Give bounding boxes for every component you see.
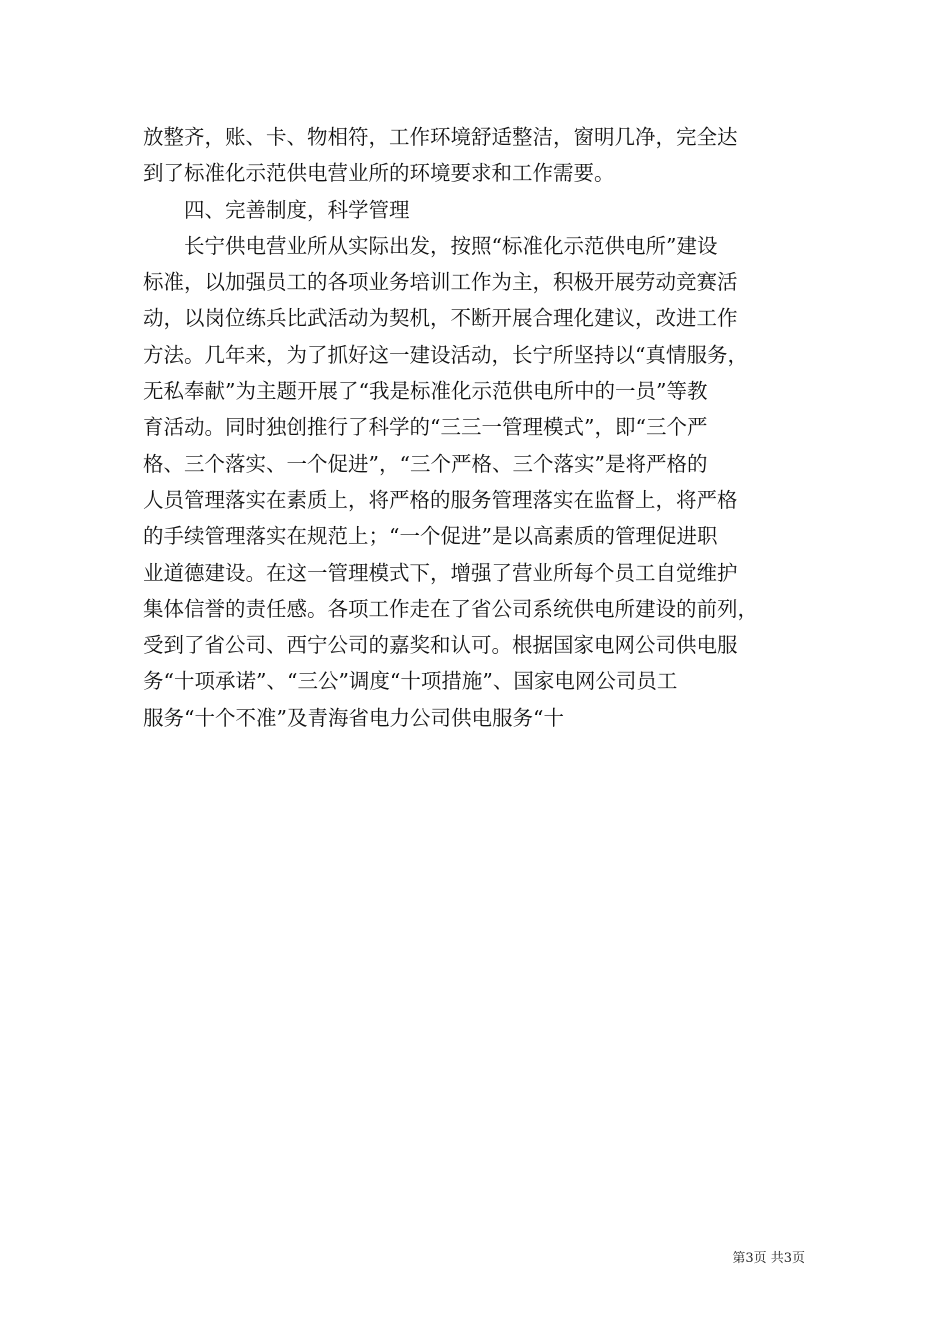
text-line-9: 育活动。同时独创推行了科学的“三三一管理模式”，即“三个严 [143, 415, 708, 440]
text-line-7: 方法。几年来，为了抓好这一建设活动，长宁所坚持以“真情服务， [143, 342, 748, 367]
text-line-16: 务“十项承诺”、“三公”调度“十项措施”、国家电网公司员工 [143, 669, 678, 694]
page-number-footer: 第3页 共3页 [732, 1251, 805, 1266]
text-line-2: 到了标准化示范供电营业所的环境要求和工作需要。 [143, 161, 615, 186]
text-line-8: 无私奉献”为主题开展了“我是标准化示范供电所中的一员”等教 [143, 379, 708, 404]
text-line-12: 的手续管理落实在规范上；“一个促进”是以高素质的管理促进职 [143, 524, 718, 549]
text-line-5: 标准，以加强员工的各项业务培训工作为主，积极开展劳动竞赛活 [143, 270, 738, 295]
text-line-1: 放整齐，账、卡、物相符，工作环境舒适整洁，窗明几净，完全达 [143, 125, 738, 149]
paragraph-first-line: 长宁供电营业所从实际出发，按照“标准化示范供电所”建设 [184, 233, 718, 258]
text-line-6: 动，以岗位练兵比武活动为契机，不断开展合理化建议，改进工作 [143, 306, 738, 331]
section-heading: 四、完善制度，科学管理 [184, 197, 410, 222]
text-line-15: 受到了省公司、西宁公司的嘉奖和认可。根据国家电网公司供电服 [143, 633, 738, 658]
text-line-14: 集体信誉的责任感。各项工作走在了省公司系统供电所建设的前列， [143, 596, 758, 621]
text-line-10: 格、三个落实、一个促进”，“三个严格、三个落实”是将严格的 [143, 451, 708, 476]
text-line-13: 业道德建设。在这一管理模式下，增强了营业所每个员工自觉维护 [143, 560, 738, 585]
text-line-11: 人员管理落实在素质上，将严格的服务管理落实在监督上，将严格 [143, 487, 738, 512]
document-body [143, 119, 823, 736]
text-line-17: 服务“十个不准”及青海省电力公司供电服务“十 [143, 705, 564, 730]
